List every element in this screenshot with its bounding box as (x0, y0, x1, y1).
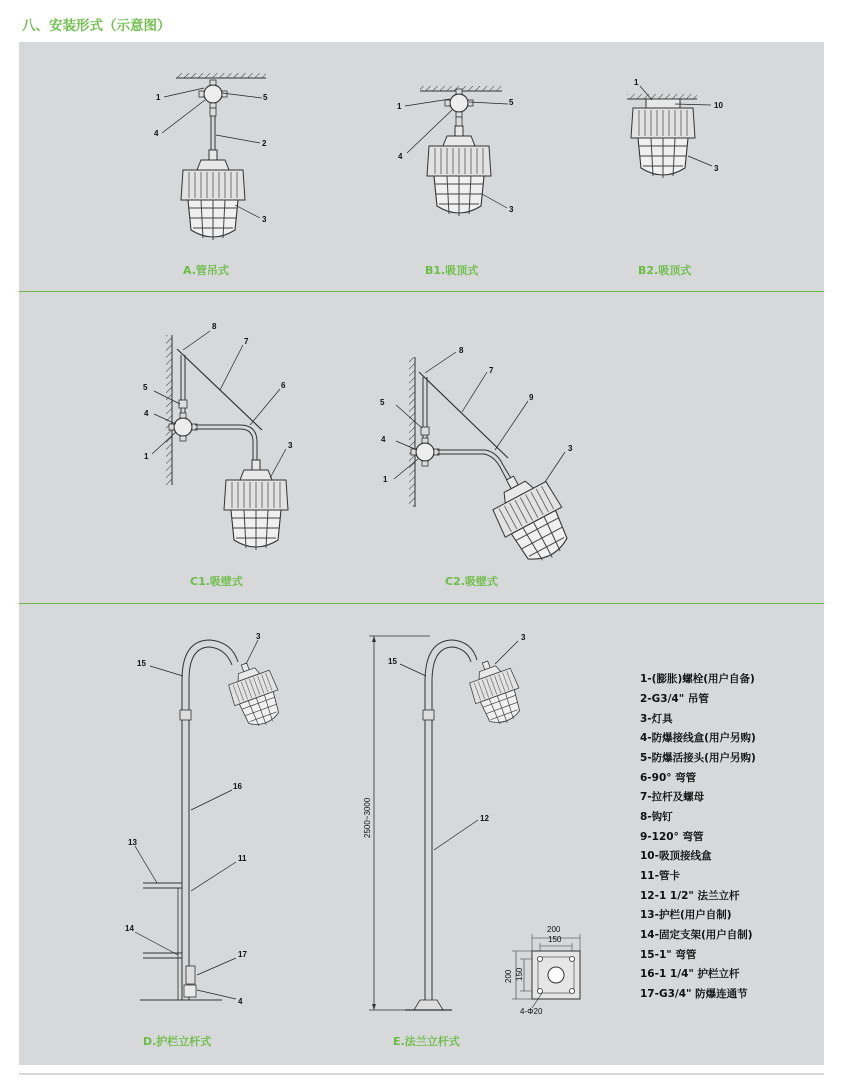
dim-flange-w-inner: 150 (548, 935, 562, 944)
legend-item: 8-钩钉 (640, 811, 673, 823)
legend-item: 14-固定支架(用户自制) (640, 929, 753, 941)
caption-a: A.管吊式 (183, 264, 229, 277)
caption-b1: B1.吸顶式 (425, 264, 479, 277)
caption-b2: B2.吸顶式 (638, 264, 692, 277)
legend-item: 1-(膨胀)螺栓(用户自备) (640, 673, 755, 685)
callout-e-3: 3 (521, 633, 526, 642)
figure-c2 (394, 352, 581, 572)
callout-d-17: 17 (238, 950, 247, 959)
callout-d-4: 4 (238, 997, 243, 1006)
legend-item: 6-90° 弯管 (640, 772, 697, 784)
legend-item: 12-1 1/2" 法兰立杆 (640, 890, 740, 902)
figure-a (162, 73, 266, 240)
parts-legend (640, 672, 756, 1000)
callout-c1-7: 7 (244, 337, 249, 346)
callout-a-4: 4 (154, 129, 159, 138)
callout-b1-4: 4 (398, 152, 403, 161)
dim-flange-h: 200 (504, 969, 513, 983)
callout-d-15: 15 (137, 659, 146, 668)
callout-d-14: 14 (125, 924, 134, 933)
callout-d-11: 11 (238, 854, 247, 863)
caption-c2: C2.吸壁式 (445, 575, 498, 588)
callout-c2-4: 4 (381, 435, 386, 444)
callout-b2-10: 10 (714, 101, 723, 110)
legend-item: 15-1" 弯管 (640, 949, 697, 961)
legend-item: 16-1 1/4" 护栏立杆 (640, 968, 740, 980)
legend-item: 13-护栏(用户自制) (640, 909, 732, 921)
callout-b1-3: 3 (509, 205, 514, 214)
callout-e-12: 12 (480, 814, 489, 823)
callout-c1-3: 3 (288, 441, 293, 450)
callout-c1-1: 1 (144, 452, 149, 461)
figure-b1 (405, 86, 508, 216)
callout-d-13: 13 (128, 838, 137, 847)
callout-c1-6: 6 (281, 381, 286, 390)
callout-b1-5: 5 (509, 98, 514, 107)
caption-d: D.护栏立杆式 (143, 1035, 212, 1048)
legend-item: 2-G3/4" 吊管 (640, 693, 709, 705)
caption-e: E.法兰立杆式 (393, 1035, 460, 1048)
legend-item: 7-拉杆及螺母 (640, 791, 705, 803)
figure-d (135, 640, 288, 1000)
figure-c1 (152, 331, 288, 550)
figure-b2 (627, 86, 712, 178)
dim-holes: 4-Φ20 (520, 1007, 543, 1016)
callout-c2-5: 5 (380, 398, 385, 407)
callout-a-1: 1 (156, 93, 161, 102)
callout-c1-8: 8 (212, 322, 217, 331)
legend-item: 17-G3/4" 防爆连通节 (640, 988, 748, 1000)
callout-c2-9: 9 (529, 393, 534, 402)
legend-item: 11-管卡 (640, 870, 680, 882)
callout-a-2: 2 (262, 139, 267, 148)
callout-b2-1: 1 (634, 78, 639, 87)
callout-d-3: 3 (256, 632, 261, 641)
callout-c1-4: 4 (144, 409, 149, 418)
section-title: 八、安装形式（示意图） (22, 18, 171, 34)
callout-d-16: 16 (233, 782, 242, 791)
dim-height: 2500~3000 (363, 797, 372, 838)
callout-b1-1: 1 (397, 102, 402, 111)
callout-c2-7: 7 (489, 366, 494, 375)
figure-e (369, 636, 580, 1010)
legend-item: 3-灯具 (640, 713, 673, 725)
callout-a-5: 5 (263, 93, 268, 102)
callout-b2-3: 3 (714, 164, 719, 173)
callout-e-15: 15 (388, 657, 397, 666)
legend-item: 9-120° 弯管 (640, 831, 704, 843)
callout-c2-1: 1 (383, 475, 388, 484)
legend-item: 10-吸顶接线盒 (640, 850, 712, 862)
dim-flange-h-inner: 150 (515, 967, 524, 981)
caption-c1: C1.吸壁式 (190, 575, 243, 588)
callout-c1-5: 5 (143, 383, 148, 392)
legend-item: 5-防爆活接头(用户另购) (640, 752, 756, 764)
dim-flange-w: 200 (547, 925, 561, 934)
callout-a-3: 3 (262, 215, 267, 224)
callout-c2-3: 3 (568, 444, 573, 453)
legend-item: 4-防爆接线盒(用户另购) (640, 732, 756, 744)
callout-c2-8: 8 (459, 346, 464, 355)
